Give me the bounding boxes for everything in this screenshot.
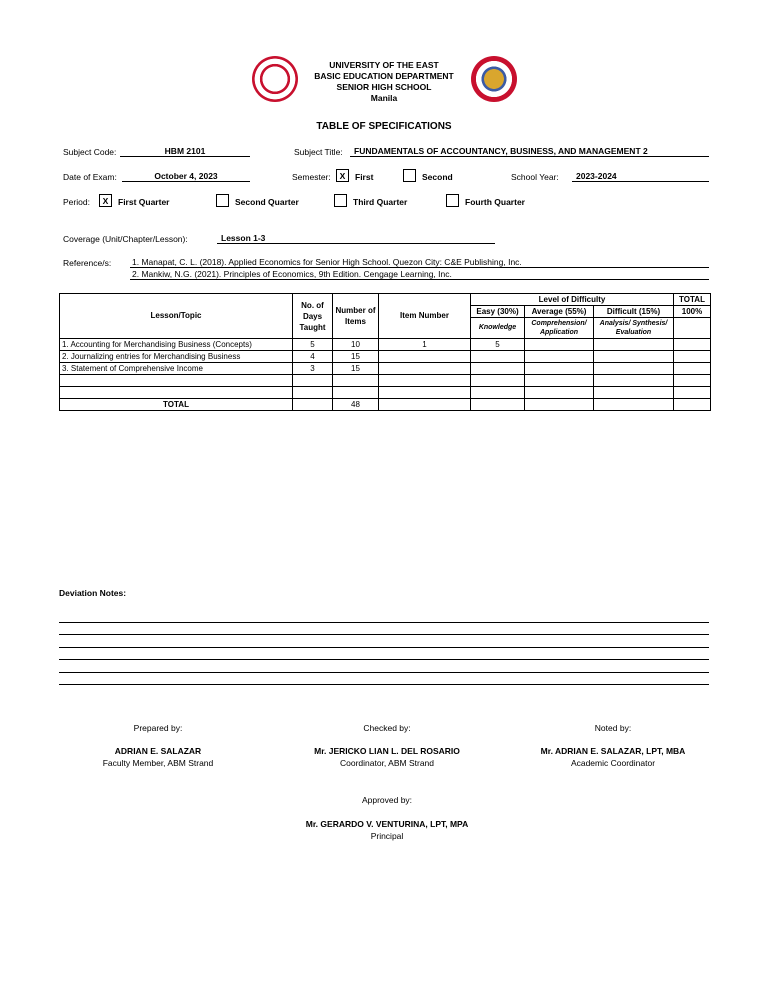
row-average [525,351,594,363]
references-label: Reference/s: [63,258,112,268]
reference-2: 2. Mankiw, N.G. (2021). Principles of Economics, 9th Edition. Cengage Learning, Inc. [130,269,709,280]
header-analysis: Analysis/ Synthesis/ Evaluation [594,318,674,339]
reference-1: 1. Manapat, C. L. (2018). Applied Economics for Senior High School. Quezon City: C&E Publishing, Inc. [130,257,709,268]
subject-code-field: HBM 2101 [120,146,250,157]
table-row [60,351,711,363]
school-name: SENIOR HIGH SCHOOL [336,82,432,92]
row-days [293,387,333,399]
total-row [60,399,711,411]
quarter-fourth-checkbox[interactable] [446,194,459,207]
row-item-number [379,363,471,375]
header-easy: Easy (30%) [471,306,525,318]
row-days: 4 [293,351,333,363]
table-row [60,363,711,375]
row-average [525,375,594,387]
header-average: Average (55%) [525,306,594,318]
page-title: TABLE OF SPECIFICATIONS [316,121,452,132]
deviation-line[interactable] [59,672,709,673]
row-days: 3 [293,363,333,375]
coverage-label: Coverage (Unit/Chapter/Lesson): [63,234,188,244]
header-item-number: Item Number [379,294,471,339]
header-lesson-topic: Lesson/Topic [60,294,293,339]
deviation-line[interactable] [59,622,709,623]
row-topic: 1. Accounting for Merchandising Business (Concepts) [60,339,293,351]
header-knowledge: Knowledge [471,318,525,339]
school-year-field: 2023-2024 [572,171,709,182]
row-item-number [379,375,471,387]
row-easy [471,387,525,399]
quarter-first-checkbox[interactable]: X [99,194,112,207]
prepared-by-name: ADRIAN E. SALAZAR [114,746,202,756]
subject-title-label: Subject Title: [294,147,343,157]
header-total-percent: 100% [674,306,711,318]
row-item-number [379,351,471,363]
row-difficult [594,351,674,363]
table-row [60,387,711,399]
semester-second-checkbox[interactable] [403,169,416,182]
quarter-third-checkbox[interactable] [334,194,347,207]
row-topic: 3. Statement of Comprehensive Income [60,363,293,375]
prepared-by-label: Prepared by: [133,723,183,733]
quarter-second-label: Second Quarter [235,197,299,207]
approved-by-role: Principal [370,831,404,841]
row-items: 15 [333,363,379,375]
row-topic [60,387,293,399]
checked-by-name: Mr. JERICKO LIAN L. DEL ROSARIO [314,746,460,756]
checked-by-role: Coordinator, ABM Strand [339,758,435,768]
quarter-first-label: First Quarter [118,197,170,207]
deviation-line[interactable] [59,659,709,660]
row-average [525,363,594,375]
table-row [60,375,711,387]
approved-by-name: Mr. GERARDO V. VENTURINA, LPT, MPA [305,819,469,829]
row-total [674,351,711,363]
deviation-line[interactable] [59,684,709,685]
total-blank-cell [379,399,471,411]
row-difficult [594,375,674,387]
header-total-blank [674,318,711,339]
row-item-number [379,387,471,399]
school-year-label: School Year: [511,172,559,182]
deviation-notes-label: Deviation Notes: [59,588,127,598]
row-total [674,387,711,399]
row-item-number: 1 [379,339,471,351]
deviation-line[interactable] [59,647,709,648]
total-blank-cell [471,399,525,411]
row-topic [60,375,293,387]
row-items [333,375,379,387]
approved-by-label: Approved by: [361,795,413,805]
row-total [674,363,711,375]
semester-label: Semester: [292,172,331,182]
header-number-of-items: Number of Items [333,294,379,339]
quarter-fourth-label: Fourth Quarter [465,197,525,207]
total-blank-cell [525,399,594,411]
deviation-line[interactable] [59,634,709,635]
city-name: Manila [370,93,398,103]
row-total [674,339,711,351]
quarter-second-checkbox[interactable] [216,194,229,207]
total-items: 48 [333,399,379,411]
university-name: UNIVERSITY OF THE EAST [329,60,439,70]
semester-first-label: First [355,172,374,182]
row-total [674,375,711,387]
header-comprehension: Comprehension/ Application [525,318,594,339]
row-easy [471,375,525,387]
row-difficult [594,339,674,351]
row-difficult [594,363,674,375]
subject-title-field: FUNDAMENTALS OF ACCOUNTANCY, BUSINESS, AND MANAGEMENT 2 [350,146,709,157]
row-items [333,387,379,399]
period-label: Period: [63,197,90,207]
semester-second-label: Second [422,172,453,182]
quarter-third-label: Third Quarter [353,197,408,207]
table-row [60,339,711,351]
header-total: TOTAL [674,294,711,306]
row-topic: 2. Journalizing entries for Merchandising Business [60,351,293,363]
row-days: 5 [293,339,333,351]
header-difficult: Difficult (15%) [594,306,674,318]
row-average [525,339,594,351]
semester-first-checkbox[interactable]: X [336,169,349,182]
noted-by-name: Mr. ADRIAN E. SALAZAR, LPT, MBA [540,746,686,756]
row-difficult [594,387,674,399]
date-field: October 4, 2023 [122,171,250,182]
row-items: 15 [333,351,379,363]
total-blank-cell [674,399,711,411]
noted-by-role: Academic Coordinator [570,758,656,768]
row-days [293,375,333,387]
row-easy [471,351,525,363]
coverage-field: Lesson 1-3 [217,233,495,244]
noted-by-label: Noted by: [594,723,632,733]
total-days [293,399,333,411]
prepared-by-role: Faculty Member, ABM Strand [102,758,214,768]
total-blank-cell [594,399,674,411]
header-days-taught: No. of Days Taught [293,294,333,339]
department-name: BASIC EDUCATION DEPARTMENT [314,71,454,81]
row-average [525,387,594,399]
total-label: TOTAL [60,399,293,411]
specifications-table [59,293,711,411]
row-easy [471,363,525,375]
date-label: Date of Exam: [63,172,117,182]
header-level-of-difficulty: Level of Difficulty [471,294,674,306]
row-easy: 5 [471,339,525,351]
row-items: 10 [333,339,379,351]
subject-code-label: Subject Code: [63,147,117,157]
checked-by-label: Checked by: [363,723,411,733]
